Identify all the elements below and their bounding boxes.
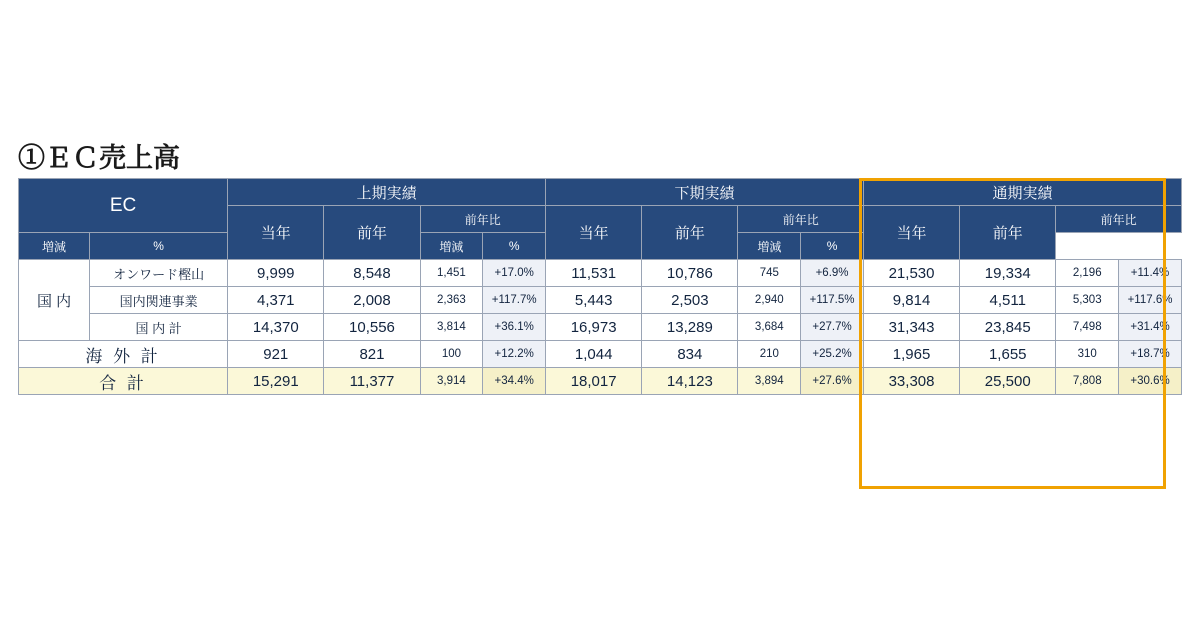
cell-h1-change: 2,363 [420, 287, 483, 314]
header-fy-percent: % [801, 233, 864, 260]
cell-h2-percent: +27.6% [801, 368, 864, 395]
cell-h2-previous: 10,786 [642, 260, 738, 287]
table-row [19, 287, 1182, 314]
table-row-total [19, 368, 1182, 395]
cell-h2-previous: 14,123 [642, 368, 738, 395]
header-h2-current: 当年 [546, 206, 642, 260]
cell-h2-previous: 2,503 [642, 287, 738, 314]
cell-fy-percent: +11.4% [1119, 260, 1182, 287]
cell-h1-change: 100 [420, 341, 483, 368]
cell-h1-change: 3,914 [420, 368, 483, 395]
cell-h1-change: 1,451 [420, 260, 483, 287]
cell-h1-previous: 10,556 [324, 314, 420, 341]
header-h1-current: 当年 [228, 206, 324, 260]
header-ec-label: EC [19, 179, 228, 233]
header-h2-change: 増減 [420, 233, 483, 260]
table-body [19, 260, 1182, 395]
cell-h1-percent: +17.0% [483, 260, 546, 287]
header-h1-change: 増減 [19, 233, 90, 260]
header-h2-percent: % [483, 233, 546, 260]
row-label-domestic-related: 国内関連事業 [90, 287, 228, 314]
cell-h1-percent: +117.7% [483, 287, 546, 314]
page-title: ①ＥＣ売上高 [18, 143, 180, 173]
table-row [19, 314, 1182, 341]
header-fy-yoy: 前年比 [1056, 206, 1182, 233]
cell-h1-previous: 821 [324, 341, 420, 368]
cell-fy-current: 33,308 [863, 368, 959, 395]
cell-h2-change: 2,940 [738, 287, 801, 314]
header-fy-change: 増減 [738, 233, 801, 260]
cell-fy-change: 2,196 [1056, 260, 1119, 287]
cell-h1-current: 921 [228, 341, 324, 368]
cell-h2-change: 3,894 [738, 368, 801, 395]
cell-h1-change: 3,814 [420, 314, 483, 341]
cell-h1-current: 15,291 [228, 368, 324, 395]
cell-h1-percent: +36.1% [483, 314, 546, 341]
cell-h2-previous: 834 [642, 341, 738, 368]
header-group-h1: 上期実績 [228, 179, 546, 206]
cell-h2-change: 745 [738, 260, 801, 287]
header-h1-previous: 前年 [324, 206, 420, 260]
header-group-fy: 通期実績 [863, 179, 1181, 206]
cell-fy-previous: 25,500 [960, 368, 1056, 395]
cell-fy-previous: 19,334 [960, 260, 1056, 287]
table-row [19, 260, 1182, 287]
row-label-domestic-total: 国 内 計 [90, 314, 228, 341]
cell-fy-change: 5,303 [1056, 287, 1119, 314]
cell-h2-current: 11,531 [546, 260, 642, 287]
header-h2-yoy: 前年比 [738, 206, 863, 233]
cell-h1-percent: +12.2% [483, 341, 546, 368]
cell-fy-current: 1,965 [863, 341, 959, 368]
cell-h2-current: 18,017 [546, 368, 642, 395]
row-label-grand-total: 合 計 [19, 368, 228, 395]
header-fy-previous: 前年 [960, 206, 1056, 260]
cell-fy-percent: +18.7% [1119, 341, 1182, 368]
row-label-overseas-total: 海 外 計 [19, 341, 228, 368]
ec-sales-table-container [18, 178, 1182, 395]
cell-h1-percent: +34.4% [483, 368, 546, 395]
cell-h2-change: 3,684 [738, 314, 801, 341]
cell-fy-current: 9,814 [863, 287, 959, 314]
cell-h1-previous: 11,377 [324, 368, 420, 395]
header-h1-yoy: 前年比 [420, 206, 545, 233]
cell-fy-current: 21,530 [863, 260, 959, 287]
ec-sales-table [18, 178, 1182, 395]
cell-h1-previous: 2,008 [324, 287, 420, 314]
cell-fy-change: 310 [1056, 341, 1119, 368]
cell-fy-current: 31,343 [863, 314, 959, 341]
cell-h2-change: 210 [738, 341, 801, 368]
cell-h2-percent: +27.7% [801, 314, 864, 341]
cell-h1-current: 9,999 [228, 260, 324, 287]
cell-h2-percent: +6.9% [801, 260, 864, 287]
header-row-groups [19, 179, 1182, 206]
table-row [19, 341, 1182, 368]
row-label-onward: オンワード樫山 [90, 260, 228, 287]
header-group-h2: 下期実績 [546, 179, 864, 206]
cell-h1-current: 14,370 [228, 314, 324, 341]
cell-h2-previous: 13,289 [642, 314, 738, 341]
cell-h1-current: 4,371 [228, 287, 324, 314]
header-h1-percent: % [90, 233, 228, 260]
cell-fy-percent: +31.4% [1119, 314, 1182, 341]
row-group-domestic: 国 内 [19, 260, 90, 341]
cell-fy-previous: 23,845 [960, 314, 1056, 341]
header-h2-previous: 前年 [642, 206, 738, 260]
cell-fy-percent: +30.6% [1119, 368, 1182, 395]
cell-fy-previous: 4,511 [960, 287, 1056, 314]
cell-h2-current: 5,443 [546, 287, 642, 314]
cell-fy-percent: +117.6% [1119, 287, 1182, 314]
table-header [19, 179, 1182, 260]
header-fy-current: 当年 [863, 206, 959, 260]
cell-h2-percent: +25.2% [801, 341, 864, 368]
cell-h2-percent: +117.5% [801, 287, 864, 314]
cell-fy-change: 7,498 [1056, 314, 1119, 341]
cell-fy-previous: 1,655 [960, 341, 1056, 368]
cell-h2-current: 1,044 [546, 341, 642, 368]
cell-h1-previous: 8,548 [324, 260, 420, 287]
cell-h2-current: 16,973 [546, 314, 642, 341]
cell-fy-change: 7,808 [1056, 368, 1119, 395]
